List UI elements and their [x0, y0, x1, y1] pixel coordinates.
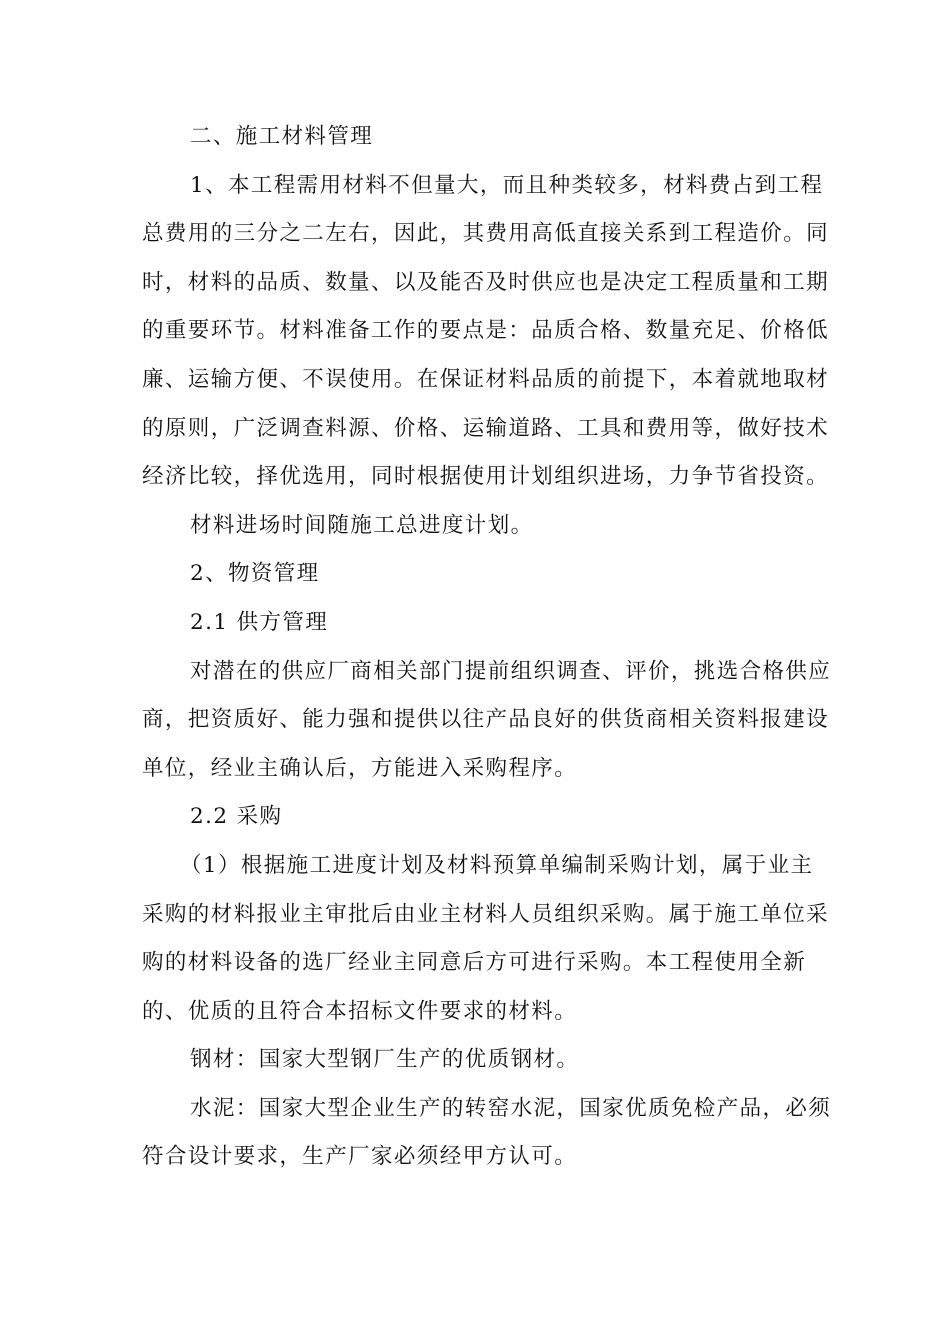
- paragraph-line: 购的材料设备的选厂经业主同意后方可进行采购。本工程使用全新: [142, 950, 807, 976]
- paragraph-line: 钢材：国家大型钢厂生产的优质钢材。: [190, 1047, 580, 1073]
- paragraph-line: （1）根据施工进度计划及材料预算单编制采购计划，属于业主: [180, 852, 814, 878]
- paragraph-line: 的原则，广泛调查料源、价格、运输道路、工具和费用等，做好技术: [142, 415, 830, 441]
- subsection-heading-procurement: 2.2 采购: [190, 804, 283, 830]
- paragraph-line: 采购的材料报业主审批后由业主材料人员组织采购。属于施工单位采: [142, 901, 830, 927]
- section-heading-supplies: 2、物资管理: [190, 561, 320, 587]
- paragraph-line: 材料进场时间随施工总进度计划。: [190, 512, 534, 538]
- paragraph-line: 符合设计要求，生产厂家必须经甲方认可。: [142, 1144, 578, 1170]
- paragraph-line: 总费用的三分之二左右，因此，其费用高低直接关系到工程造价。同: [142, 221, 830, 247]
- paragraph-line: 水泥：国家大型企业生产的转窑水泥，国家优质免检产品，必须: [190, 1095, 832, 1121]
- paragraph-line: 1、本工程需用材料不但量大，而且种类较多，材料费占到工程: [190, 172, 824, 198]
- paragraph-line: 时，材料的品质、数量、以及能否及时供应也是决定工程质量和工期: [142, 269, 830, 295]
- section-heading-materials: 二、施工材料管理: [190, 124, 374, 149]
- paragraph-line: 单位，经业主确认后，方能进入采购程序。: [142, 755, 578, 781]
- subsection-heading-supplier: 2.1 供方管理: [190, 609, 329, 635]
- paragraph-line: 商，把资质好、能力强和提供以往产品良好的供货商相关资料报建设: [142, 707, 830, 733]
- paragraph-line: 对潜在的供应厂商相关部门提前组织调查、评价，挑选合格供应: [190, 658, 832, 684]
- document-body: [142, 113, 832, 1182]
- paragraph-line: 经济比较，择优选用，同时根据使用计划组织进场，力争节省投资。: [142, 464, 830, 490]
- paragraph-line: 的、优质的且符合本招标文件要求的材料。: [142, 998, 578, 1024]
- paragraph-line: 的重要环节。材料准备工作的要点是：品质合格、数量充足、价格低: [142, 318, 830, 344]
- paragraph-line: 廉、运输方便、不误使用。在保证材料品质的前提下，本着就地取材: [142, 366, 830, 392]
